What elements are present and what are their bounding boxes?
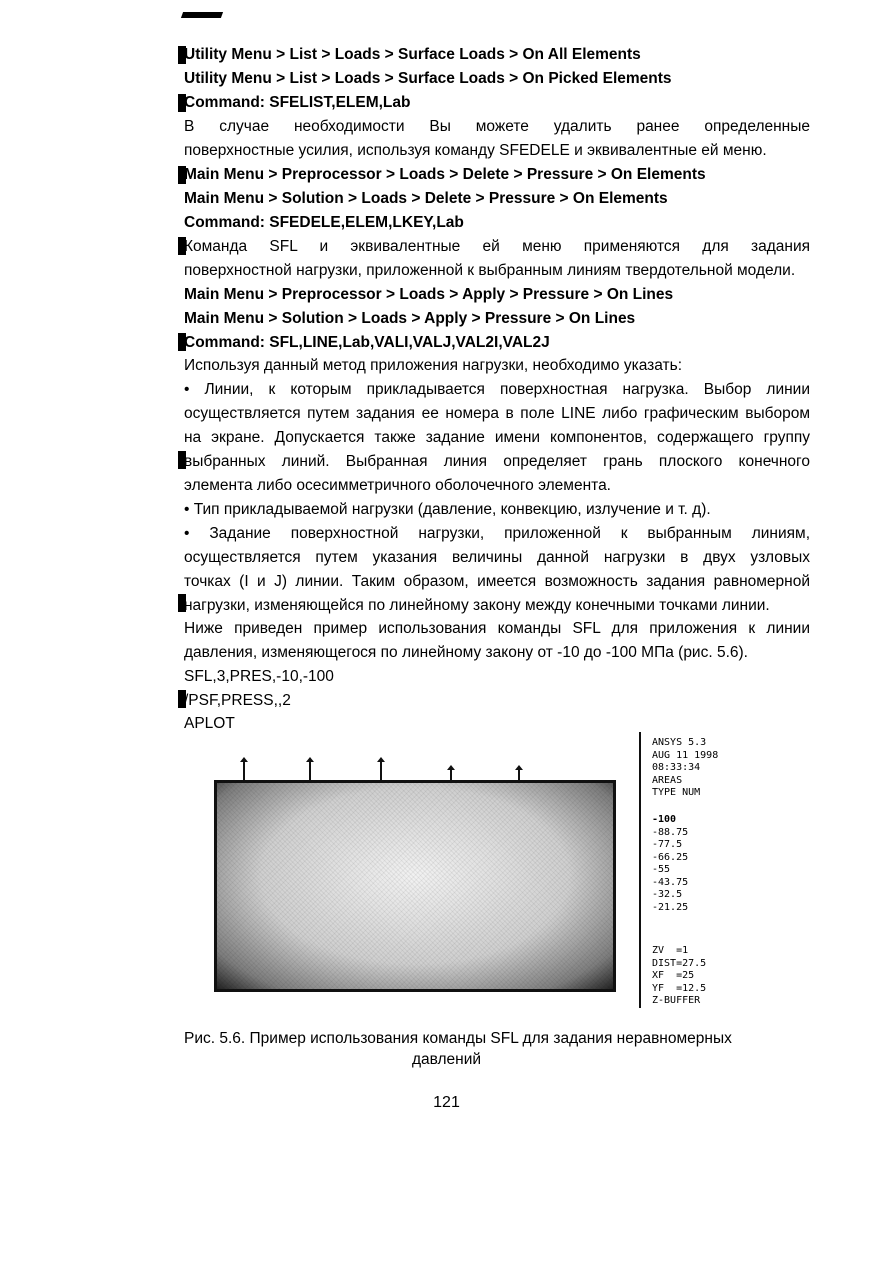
legend-line: ZV =1 — [652, 945, 689, 956]
command-line: Command: SFELIST,ELEM,Lab — [184, 94, 411, 111]
paragraph-line: выбранных линий. Выбранная линия определяет грань плоского конечного — [184, 453, 810, 470]
legend-line: Z-BUFFER — [652, 995, 701, 1006]
paragraph-line: В случае необходимости Вы можете удалить ранее определенные — [184, 118, 810, 135]
paragraph-line: точках (I и J) линии. Таким образом, имеется возможность задания равномерной — [184, 573, 810, 590]
legend-value: -32.5 — [652, 889, 683, 900]
paragraph-line: элемента либо осесимметричного оболочечного элемента. — [184, 477, 611, 494]
paragraph-line: осуществляется путем задания ее номера в поле LINE либо графическим выбором — [184, 405, 810, 422]
paragraph-line: на экране. Допускается также задание имени компонентов, содержащего группу — [184, 429, 810, 446]
command-line: Command: SFEDELE,ELEM,LKEY,Lab — [184, 214, 464, 231]
paragraph-line: Ниже приведен пример использования команды SFL для приложения к линии — [184, 620, 810, 637]
legend-line: XF =25 — [652, 970, 695, 981]
legend-value: -55 — [652, 864, 671, 875]
menu-path-line: Main Menu > Preprocessor > Loads > Delete > Pressure > On Elements — [184, 166, 706, 183]
figure-caption-continued: давлений — [411, 1051, 482, 1068]
code-line: APLOT — [184, 715, 235, 732]
legend-header — [652, 737, 718, 800]
page-number: 121 — [433, 1094, 460, 1111]
legend-values — [652, 814, 688, 914]
menu-path-line: Main Menu > Solution > Loads > Delete > Pressure > On Elements — [184, 190, 668, 207]
paragraph-line: Команда SFL и эквивалентные ей меню применяются для задания — [184, 238, 810, 255]
menu-path-line: Utility Menu > List > Loads > Surface Loads > On All Elements — [184, 46, 641, 63]
legend-value: -21.25 — [652, 901, 689, 913]
scan-corner-mark — [181, 12, 223, 18]
plot-texture — [214, 780, 616, 992]
legend-value: -43.75 — [652, 876, 689, 888]
code-line: SFL,3,PRES,-10,-100 — [184, 668, 334, 685]
legend-line: DIST=27.5 — [652, 957, 707, 969]
paragraph-line: поверхностной нагрузки, приложенной к выбранным линиям твердотельной модели. — [184, 262, 796, 279]
pressure-arrow-icon — [243, 761, 245, 781]
paragraph-line: осуществляется путем указания величины данной нагрузки в двух узловых — [184, 549, 810, 566]
pressure-arrow-icon — [309, 761, 311, 781]
legend-value: -100 — [652, 814, 677, 825]
menu-path-line: Utility Menu > List > Loads > Surface Loads > On Picked Elements — [184, 70, 672, 87]
paragraph-line: Используя данный метод приложения нагрузки, необходимо указать: — [184, 357, 683, 374]
figure-caption: Рис. 5.6. Пример использования команды SFL для задания неравномерных — [184, 1030, 732, 1047]
legend-view — [652, 945, 706, 1008]
legend-line: ANSYS 5.3 — [652, 737, 707, 748]
code-line: /PSF,PRESS,,2 — [184, 692, 291, 709]
bullet-line: • Линии, к которым прикладывается поверхностная нагрузка. Выбор линии — [184, 381, 810, 398]
pressure-plot-area — [214, 780, 616, 992]
pressure-arrow-icon — [380, 761, 382, 781]
legend-line: YF =12.5 — [652, 982, 707, 994]
legend-line: TYPE NUM — [652, 787, 701, 798]
legend-value: -88.75 — [652, 826, 689, 838]
legend-line: AREAS — [652, 774, 683, 786]
menu-path-line: Main Menu > Solution > Loads > Apply > Pressure > On Lines — [184, 310, 636, 327]
paragraph-line: нагрузки, изменяющейся по линейному закону между конечными точками линии. — [184, 597, 770, 614]
legend-line: AUG 11 1998 — [652, 749, 719, 761]
paragraph-line: давления, изменяющегося по линейному закону от -10 до -100 МПа (рис. 5.6). — [184, 644, 748, 661]
legend-value: -66.25 — [652, 851, 689, 863]
command-line: Command: SFL,LINE,Lab,VALI,VALJ,VAL2I,VAL2J — [184, 334, 550, 351]
menu-path-line: Main Menu > Preprocessor > Loads > Apply > Pressure > On Lines — [184, 286, 674, 303]
paragraph-line: поверхностные усилия, используя команду SFEDELE и эквивалентные ей меню. — [184, 142, 767, 159]
legend-line: 08:33:34 — [652, 762, 701, 773]
legend-divider — [639, 732, 641, 1008]
bullet-line: • Задание поверхностной нагрузки, приложенной к выбранным линиям, — [184, 525, 810, 542]
legend-value: -77.5 — [652, 839, 683, 850]
bullet-line: • Тип прикладываемой нагрузки (давление, конвекцию, излучение и т. д). — [184, 501, 711, 518]
